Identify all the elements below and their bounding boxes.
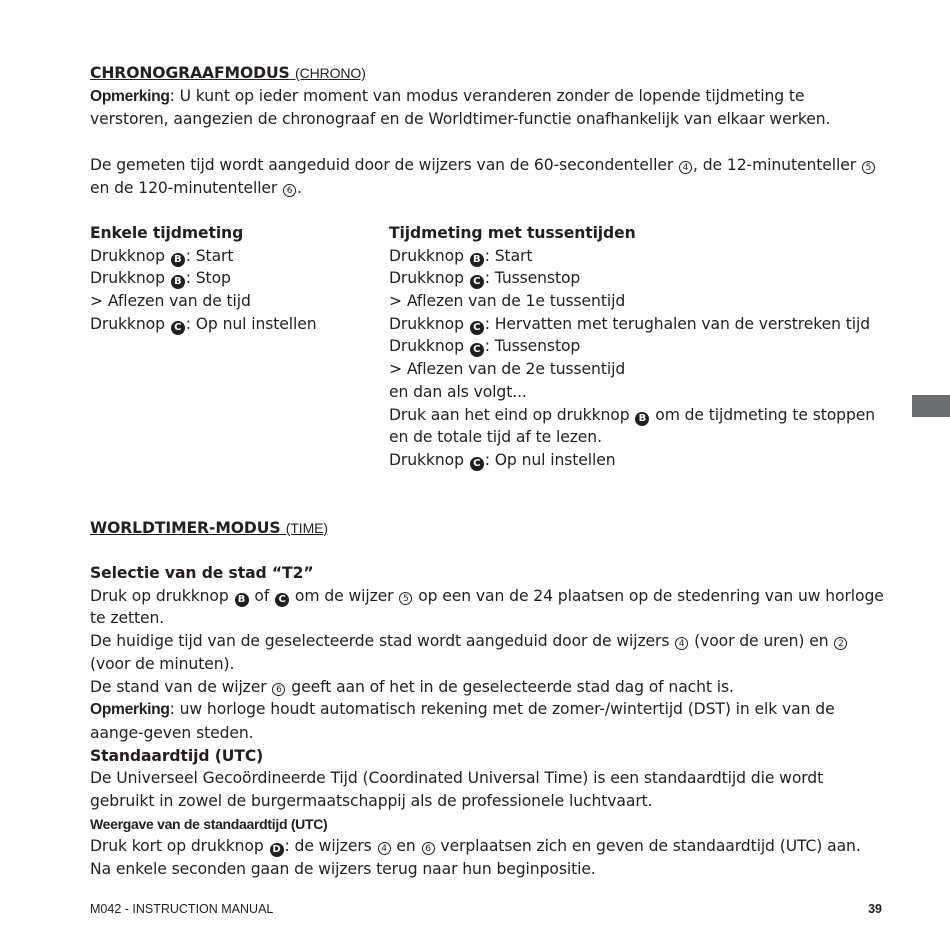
split-title: Tijdmeting met tussentijden [389, 223, 636, 242]
button-c-icon: C [470, 321, 484, 335]
day-night-text: De stand van de wijzer 6 geeft aan of het in de geselecteerde stad dag of nacht is. [90, 677, 734, 696]
hand-6-marker: 6 [272, 683, 285, 696]
single-line-4: Drukknop C : Op nul instellen [90, 314, 317, 333]
button-c-icon: C [470, 457, 484, 471]
single-line-3: > Aflezen van de tijd [90, 292, 251, 310]
split-line-7: en dan als volgt... [389, 382, 527, 401]
split-line-6: > Aflezen van de 2e tussentijd [389, 360, 626, 379]
section-tab-marker [912, 395, 950, 417]
button-c-icon: C [275, 593, 289, 607]
split-line-5: Drukknop C : Tussenstop [389, 337, 581, 356]
single-line-1: Drukknop B : Start [90, 246, 234, 265]
utc-display-text: Druk kort op drukknop D : de wijzers 4 en 6 verplaatsen zich en geven de standaardtijd (UTC) aan. Na enkele seconden gaan de wijzers terug naar hun beginpositie. [90, 837, 861, 879]
hand-4-marker: 4 [378, 842, 391, 855]
chrono-heading: CHRONOGRAAFMODUS (CHRONO) [90, 64, 366, 82]
split-line-9: Drukknop C : Op nul instellen [389, 450, 616, 469]
utc-display-title: Weergave van de standaardtijd (UTC) [90, 815, 328, 832]
button-b-icon: B [171, 253, 185, 267]
button-c-icon: C [171, 321, 185, 335]
button-c-icon: C [470, 275, 484, 289]
hand-4-marker: 4 [675, 637, 688, 650]
button-d-icon: D [270, 843, 284, 857]
hand-5-marker: 5 [399, 592, 412, 605]
utc-title: Standaardtijd (UTC) [90, 746, 264, 765]
world-note: Opmerking: uw horloge houdt automatisch rekening met de zomer-/wintertijd (DST) in elk van de aange-geven steden. [90, 700, 835, 742]
button-b-icon: B [635, 412, 649, 426]
split-line-8: Druk aan het eind op drukknop B om de tijdmeting te stoppen en de totale tijd af te lezen. [389, 405, 876, 447]
chrono-note: Opmerking: U kunt op ieder moment van modus veranderen zonder de lopende tijdmeting te verstoren, aangezien de chronograaf en de Worldtimer-functie onafhankelijk van elkaar werken. [90, 86, 831, 129]
split-line-1: Drukknop B : Start [389, 246, 533, 265]
split-line-2: Drukknop C : Tussenstop [389, 269, 581, 288]
single-title: Enkele tijdmeting [90, 223, 244, 242]
button-b-icon: B [171, 275, 185, 289]
button-c-icon: C [470, 343, 484, 357]
button-b-icon: B [235, 593, 249, 607]
hand-2-marker: 2 [834, 637, 847, 650]
hand-4-marker: 4 [679, 161, 692, 174]
single-timing [90, 222, 389, 472]
footer-manual-title: M042 - INSTRUCTION MANUAL [90, 902, 274, 916]
timing-columns [90, 222, 885, 472]
split-line-3: > Aflezen van de 1e tussentijd [389, 292, 626, 310]
split-timing [389, 222, 885, 472]
current-time-text: De huidige tijd van de geselecteerde stad wordt aangeduid door de wijzers 4 (voor de uren) en 2 (voor de minuten). [90, 630, 885, 675]
hand-5-marker: 5 [862, 161, 875, 174]
select-city-title: Selectie van de stad “T2” [90, 564, 314, 583]
button-b-icon: B [470, 253, 484, 267]
utc-text: De Universeel Gecoördineerde Tijd (Coordinated Universal Time) is een standaardtijd die wordt gebruikt in zowel de burgermaatschappij als de professionele luchtvaart. [90, 769, 824, 811]
select-city-text: Druk op drukknop B of C om de wijzer 5 op een van de 24 plaatsen op de stedenring van uw horloge te zetten. [90, 586, 884, 628]
hand-6-marker: 6 [422, 842, 435, 855]
single-line-2: Drukknop B : Stop [90, 269, 231, 288]
split-line-4: Drukknop C : Hervatten met terughalen van de verstreken tijd [389, 314, 870, 333]
chrono-measure-text: De gemeten tijd wordt aangeduid door de wijzers van de 60-secondenteller 4 , de 12-minutenteller 5 en de 120-minutenteller 6 . [90, 154, 885, 199]
page-number: 39 [868, 902, 882, 916]
hand-6-marker: 6 [283, 184, 296, 197]
page-content [90, 62, 885, 881]
world-heading: WORLDTIMER-MODUS (TIME) [90, 518, 328, 537]
